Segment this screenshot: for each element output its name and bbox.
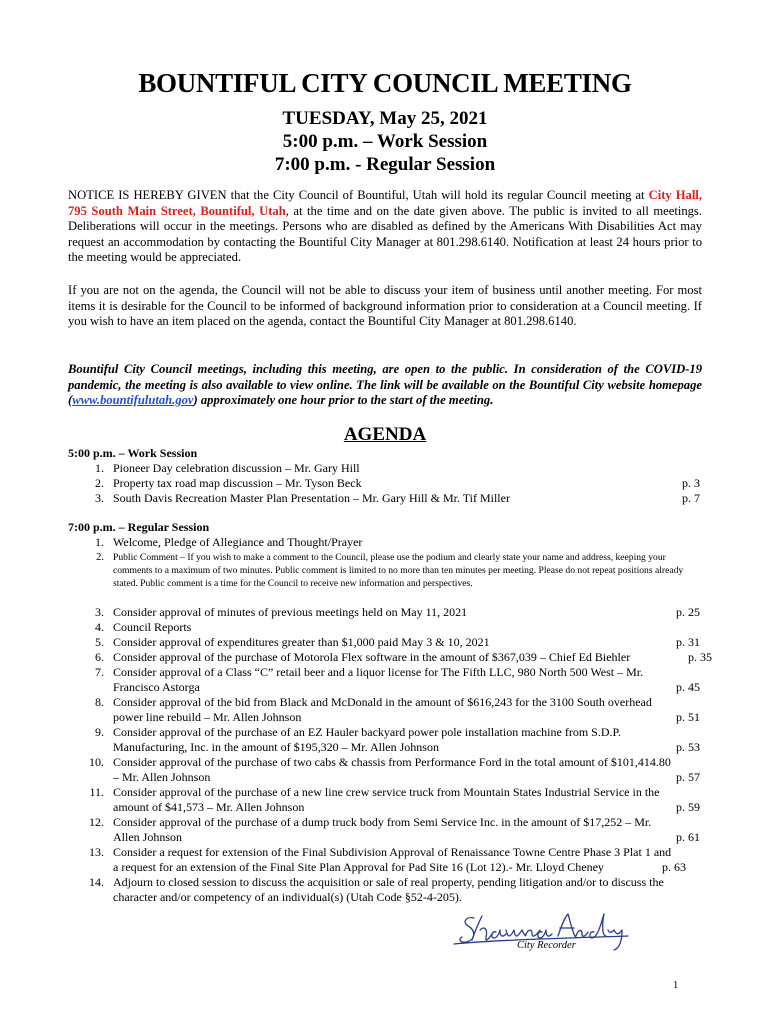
list-item bbox=[68, 635, 700, 650]
item-page: p. 35 bbox=[688, 650, 712, 664]
item-text: South Davis Recreation Master Plan Presentation – Mr. Gary Hill & Mr. Tif Miller bbox=[113, 491, 510, 505]
item-text-line2: Allen Johnson bbox=[113, 830, 182, 844]
item-number: 4. bbox=[95, 620, 104, 634]
work-session-title: 5:00 p.m. – Work Session bbox=[68, 446, 198, 460]
meeting-location: City Hall, 795 South Main Street, Bountiful, Utah bbox=[68, 188, 702, 218]
item-text: Public Comment – If you wish to make a comment to the Council, please use the podium and clearly state your name and address, keeping your comments to a maximum of two minutes. Public comment is limited to no more than ten minutes per meeting. Please do not repeat positions already stated. Public comment is a time for the Council to receive new information and perspectives. bbox=[113, 552, 684, 589]
item-text: Consider approval of expenditures greater than $1,000 paid May 3 & 10, 2021 bbox=[113, 635, 490, 649]
item-number: 14. bbox=[89, 875, 104, 889]
item-text-line1: Consider approval of a Class “C” retail beer and a liquor license for The Fifth LLC, 980 North 500 West – Mr. bbox=[113, 665, 644, 679]
list-item bbox=[68, 476, 700, 491]
item-text-line1: Consider approval of the bid from Black and McDonald in the amount of $616,243 for the 3100 South overhead bbox=[113, 695, 652, 709]
list-item bbox=[68, 845, 700, 875]
item-number: 10. bbox=[89, 755, 104, 769]
list-item bbox=[68, 650, 712, 665]
list-item bbox=[68, 665, 700, 695]
item-page: p. 3 bbox=[682, 476, 700, 490]
item-page: p. 51 bbox=[676, 710, 700, 724]
list-item bbox=[68, 755, 700, 785]
item-text-line2: a request for an extension of the Final Site Plan Approval for Pad Site 16 (Lot 12).- Mr. Lloyd Cheney bbox=[113, 860, 604, 874]
agenda-request-paragraph: If you are not on the agenda, the Council will not be able to discuss your item of business until another meeting. For most items it is desirable for the Council to be informed of background information prior to consideration at a Council meeting. If you wish to have an item placed on the agenda, contact the Bountiful City Manager at 801.298.6140. bbox=[68, 283, 702, 328]
notice-paragraph bbox=[68, 188, 702, 266]
regular-session-time: 7:00 p.m. - Regular Session bbox=[274, 154, 496, 175]
item-text: Council Reports bbox=[113, 620, 192, 634]
work-session-time: 5:00 p.m. – Work Session bbox=[282, 131, 488, 152]
item-text-line2: Francisco Astorga bbox=[113, 680, 200, 694]
item-text-line2: Manufacturing, Inc. in the amount of $195,320 – Mr. Allen Johnson bbox=[113, 740, 439, 754]
page-number: 1 bbox=[673, 980, 679, 991]
list-item bbox=[68, 552, 700, 604]
notice-text-a: NOTICE IS HEREBY GIVEN that the City Council of Bountiful, Utah will hold its regular Council meeting at bbox=[68, 188, 645, 202]
item-page: p. 59 bbox=[676, 800, 700, 814]
item-number: 1. bbox=[95, 461, 104, 475]
item-page: p. 7 bbox=[682, 491, 700, 505]
item-page: p. 45 bbox=[676, 680, 700, 694]
item-number: 13. bbox=[89, 845, 104, 859]
list-item bbox=[68, 461, 700, 476]
item-number: 6. bbox=[95, 650, 104, 664]
item-text: Welcome, Pledge of Allegiance and Thought/Prayer bbox=[113, 535, 363, 549]
item-text-line1: Consider approval of the purchase of a new line crew service truck from Mountain States Industrial Service in the bbox=[113, 785, 660, 799]
item-text-line1: Consider approval of the purchase of two cabs & chassis from Performance Ford in the total amount of $101,414.80 bbox=[113, 755, 671, 769]
list-item bbox=[68, 815, 700, 845]
item-number: 3. bbox=[95, 491, 104, 505]
website-link[interactable]: www.bountifulutah.gov bbox=[72, 393, 194, 407]
list-item bbox=[68, 875, 700, 905]
item-text-line1: Adjourn to closed session to discuss the acquisition or sale of real property, pending litigation and/or to discuss the bbox=[113, 875, 664, 889]
item-text: Consider approval of the purchase of Motorola Flex software in the amount of $367,039 – Chief Ed Biehler bbox=[113, 650, 631, 664]
item-page: p. 25 bbox=[676, 605, 700, 619]
item-number: 12. bbox=[89, 815, 104, 829]
notice-text-b: , at the time and on the date given above. The public is invited to all meetings. Deliberations will occur in the meetings. Persons who are disabled as defined by the Americans With Disabilities Act may request an accommodation by contacting the Bountiful City Manager at 801.298.6140. Notification at least 24 hours prior to the meeting would be appreciated. bbox=[68, 203, 702, 264]
list-item bbox=[68, 620, 700, 635]
meeting-date: TUESDAY, May 25, 2021 bbox=[282, 108, 488, 129]
item-number: 1. bbox=[95, 535, 104, 549]
item-number: 9. bbox=[95, 725, 104, 739]
item-text-line1: Consider approval of the purchase of an EZ Hauler backyard power pole installation machine from S.D.P. bbox=[113, 725, 621, 739]
item-page: p. 31 bbox=[676, 635, 700, 649]
item-number: 11. bbox=[89, 785, 104, 799]
item-text-line2: amount of $41,573 – Mr. Allen Johnson bbox=[113, 800, 305, 814]
regular-session-title: 7:00 p.m. – Regular Session bbox=[68, 520, 210, 534]
item-page: p. 57 bbox=[676, 770, 700, 784]
item-number: 3. bbox=[95, 605, 104, 619]
item-text: Property tax road map discussion – Mr. Tyson Beck bbox=[113, 476, 362, 490]
item-page: p. 61 bbox=[676, 830, 700, 844]
item-text-line2: character and/or competency of an individual(s) (Utah Code §52-4-205). bbox=[113, 890, 462, 904]
agenda-heading: AGENDA bbox=[343, 424, 427, 445]
item-page: p. 63 bbox=[662, 860, 686, 874]
list-item bbox=[68, 785, 700, 815]
item-text-line2: – Mr. Allen Johnson bbox=[113, 770, 211, 784]
item-text: Consider approval of minutes of previous meetings held on May 11, 2021 bbox=[113, 605, 468, 619]
signature-title: City Recorder bbox=[517, 940, 576, 951]
covid-text-a: Bountiful City Council meetings, including this meeting, are open to the public. In consideration of the COVID-19 pandemic, the meeting is also available to view online. The link will be available on the Bountiful City website homepage ( bbox=[68, 362, 702, 407]
item-number: 5. bbox=[95, 635, 104, 649]
item-text-line2: power line rebuild – Mr. Allen Johnson bbox=[113, 710, 302, 724]
list-item bbox=[68, 491, 700, 506]
item-number: 2. bbox=[96, 552, 104, 563]
item-page: p. 53 bbox=[676, 740, 700, 754]
list-item bbox=[68, 695, 700, 725]
covid-paragraph bbox=[68, 362, 702, 409]
covid-text-b: ) approximately one hour prior to the start of the meeting. bbox=[193, 393, 494, 407]
list-item bbox=[68, 535, 700, 550]
list-item bbox=[68, 605, 700, 620]
list-item bbox=[68, 725, 700, 755]
item-number: 7. bbox=[95, 665, 104, 679]
item-text-line1: Consider approval of the purchase of a dump truck body from Semi Service Inc. in the amount of $17,252 – Mr. bbox=[113, 815, 652, 829]
item-text: Pioneer Day celebration discussion – Mr. Gary Hill bbox=[113, 461, 360, 475]
page-title: BOUNTIFUL CITY COUNCIL MEETING bbox=[138, 68, 632, 98]
item-number: 2. bbox=[95, 476, 104, 490]
item-text-line1: Consider a request for extension of the Final Subdivision Approval of Renaissance Towne Centre Phase 3 Plat 1 and bbox=[113, 845, 672, 859]
item-number: 8. bbox=[95, 695, 104, 709]
